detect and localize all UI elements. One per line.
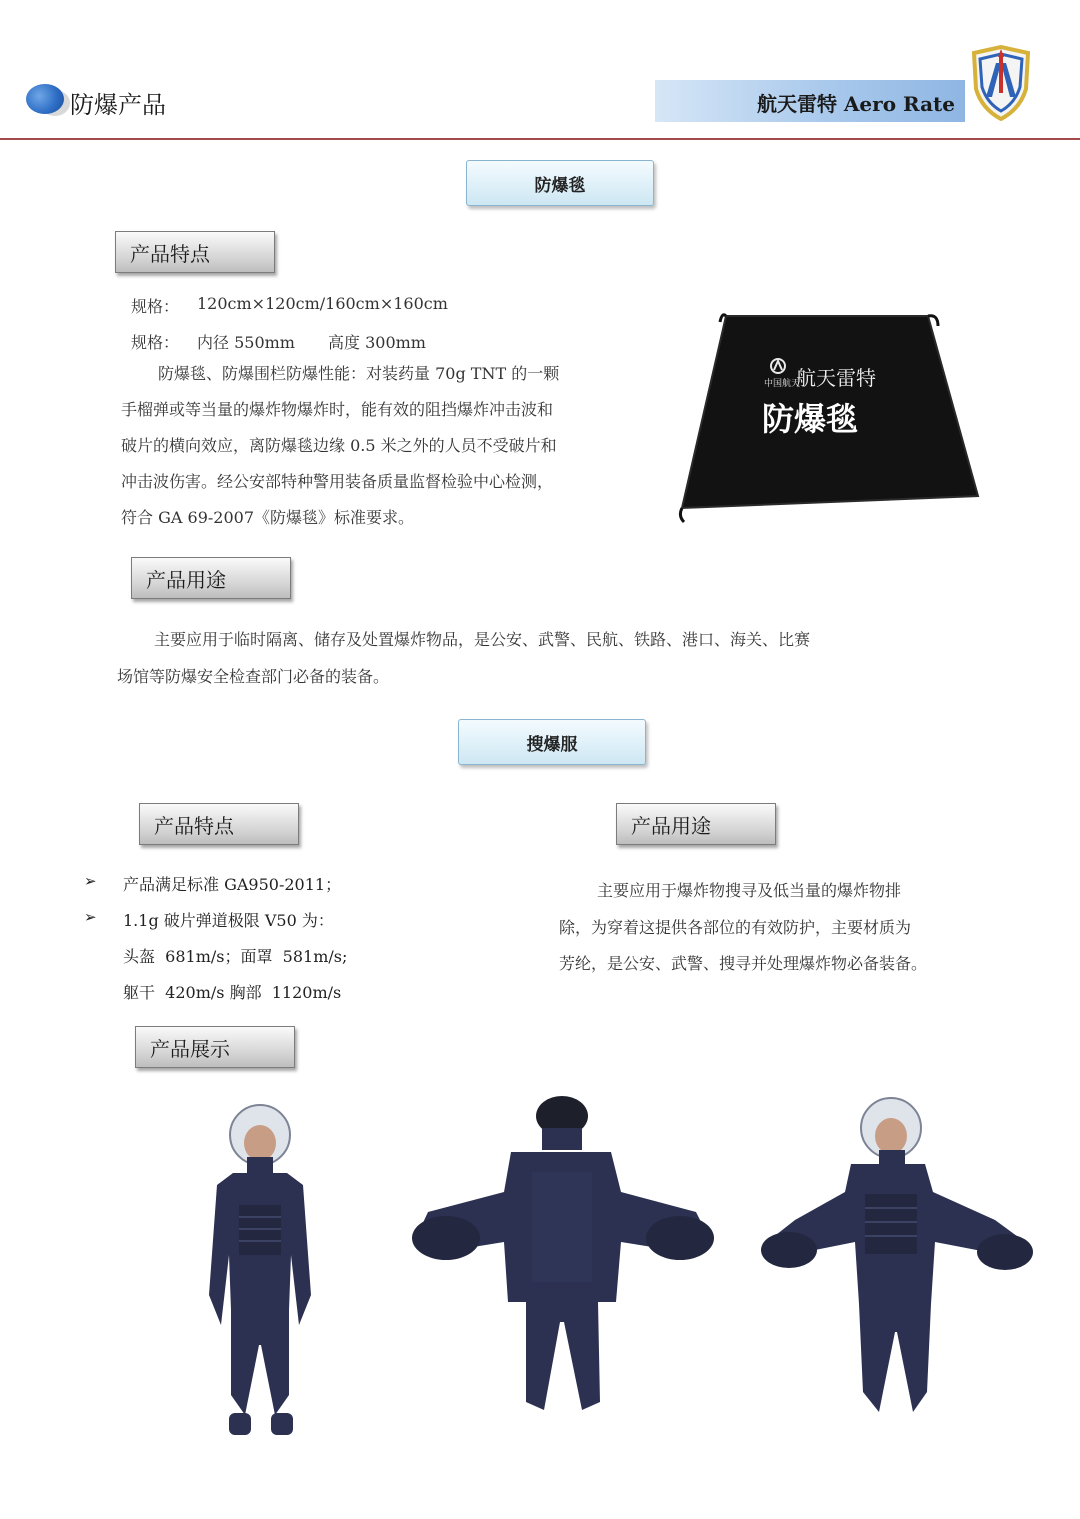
spec2-height: 高度 300mm	[328, 333, 426, 352]
features-label-blanket: 产品特点	[115, 231, 275, 273]
display-label-suit: 产品展示	[135, 1026, 295, 1068]
feature-item-1: 产品满足标准 GA950-2011；	[123, 875, 342, 894]
blanket-usage-line-1: 主要应用于临时隔离、储存及处置爆炸物品，是公安、武警、民航、铁路、港口、海关、比赛	[154, 630, 811, 649]
spec1-value: 120cm×120cm/160cm×160cm	[197, 294, 448, 313]
section-title-search-suit: 搜爆服	[458, 719, 646, 765]
header-dot-icon	[26, 84, 64, 114]
spec2-inner: 内径 550mm	[197, 333, 295, 352]
header-brand-band	[655, 80, 965, 122]
blanket-brand-name: 航天雷特	[796, 366, 876, 390]
company-logo-icon	[968, 45, 1034, 121]
section-title-blast-blanket: 防爆毯	[466, 160, 654, 206]
features-label-suit: 产品特点	[139, 803, 299, 845]
usage-label-blanket: 产品用途	[131, 557, 291, 599]
feature-bullet-icon: ➢	[84, 872, 97, 890]
blast-blanket-image	[676, 310, 986, 530]
suit-back-image	[406, 1092, 718, 1422]
suit-usage-line-3: 芳纶，是公安、武警、搜寻并处理爆炸物必备装备。	[559, 954, 928, 973]
suit-front-image	[195, 1095, 325, 1440]
feature-bullet-icon: ➢	[84, 908, 97, 926]
spec1-label: 规格：	[131, 297, 180, 316]
blanket-usage-line-2: 场馆等防爆安全检查部门必备的装备。	[117, 667, 390, 686]
suit-side-image	[755, 1092, 1037, 1427]
feature-item-2-cont-2: 躯干 420m/s 胸部 1120m/s	[123, 983, 342, 1002]
blanket-brand-small: 中国航天	[764, 379, 801, 389]
feature-item-2-cont-1: 头盔 681m/s；面罩 581m/s;	[123, 947, 348, 966]
feature-item-2: 1.1g 破片弹道极限 V50 为：	[123, 911, 334, 930]
blanket-desc-line-3: 破片的横向效应，离防爆毯边缘 0.5 米之外的人员不受破片和	[121, 436, 557, 455]
blanket-desc-line-4: 冲击波伤害。经公安部特种警用装备质量监督检验中心检测，	[121, 472, 554, 491]
blanket-desc-line-2: 手榴弹或等当量的爆炸物爆炸时，能有效的阻挡爆炸冲击波和	[121, 400, 554, 419]
suit-usage-line-2: 除，为穿着这提供各部位的有效防护，主要材质为	[559, 918, 912, 937]
suit-usage-line-1: 主要应用于爆炸物搜寻及低当量的爆炸物排	[597, 881, 902, 900]
blanket-product-name: 防爆毯	[762, 400, 859, 438]
header-rule	[0, 138, 1080, 140]
usage-label-suit: 产品用途	[616, 803, 776, 845]
spec2-label: 规格：	[131, 333, 180, 352]
header-brand: 航天雷特 Aero Rate	[756, 92, 955, 116]
blanket-desc-line-1: 防爆毯、防爆围栏防爆性能：对装药量 70g TNT 的一颗	[158, 364, 560, 383]
page-title: 防爆产品	[70, 91, 166, 119]
blanket-desc-line-5: 符合 GA 69-2007《防爆毯》标准要求。	[121, 508, 414, 527]
